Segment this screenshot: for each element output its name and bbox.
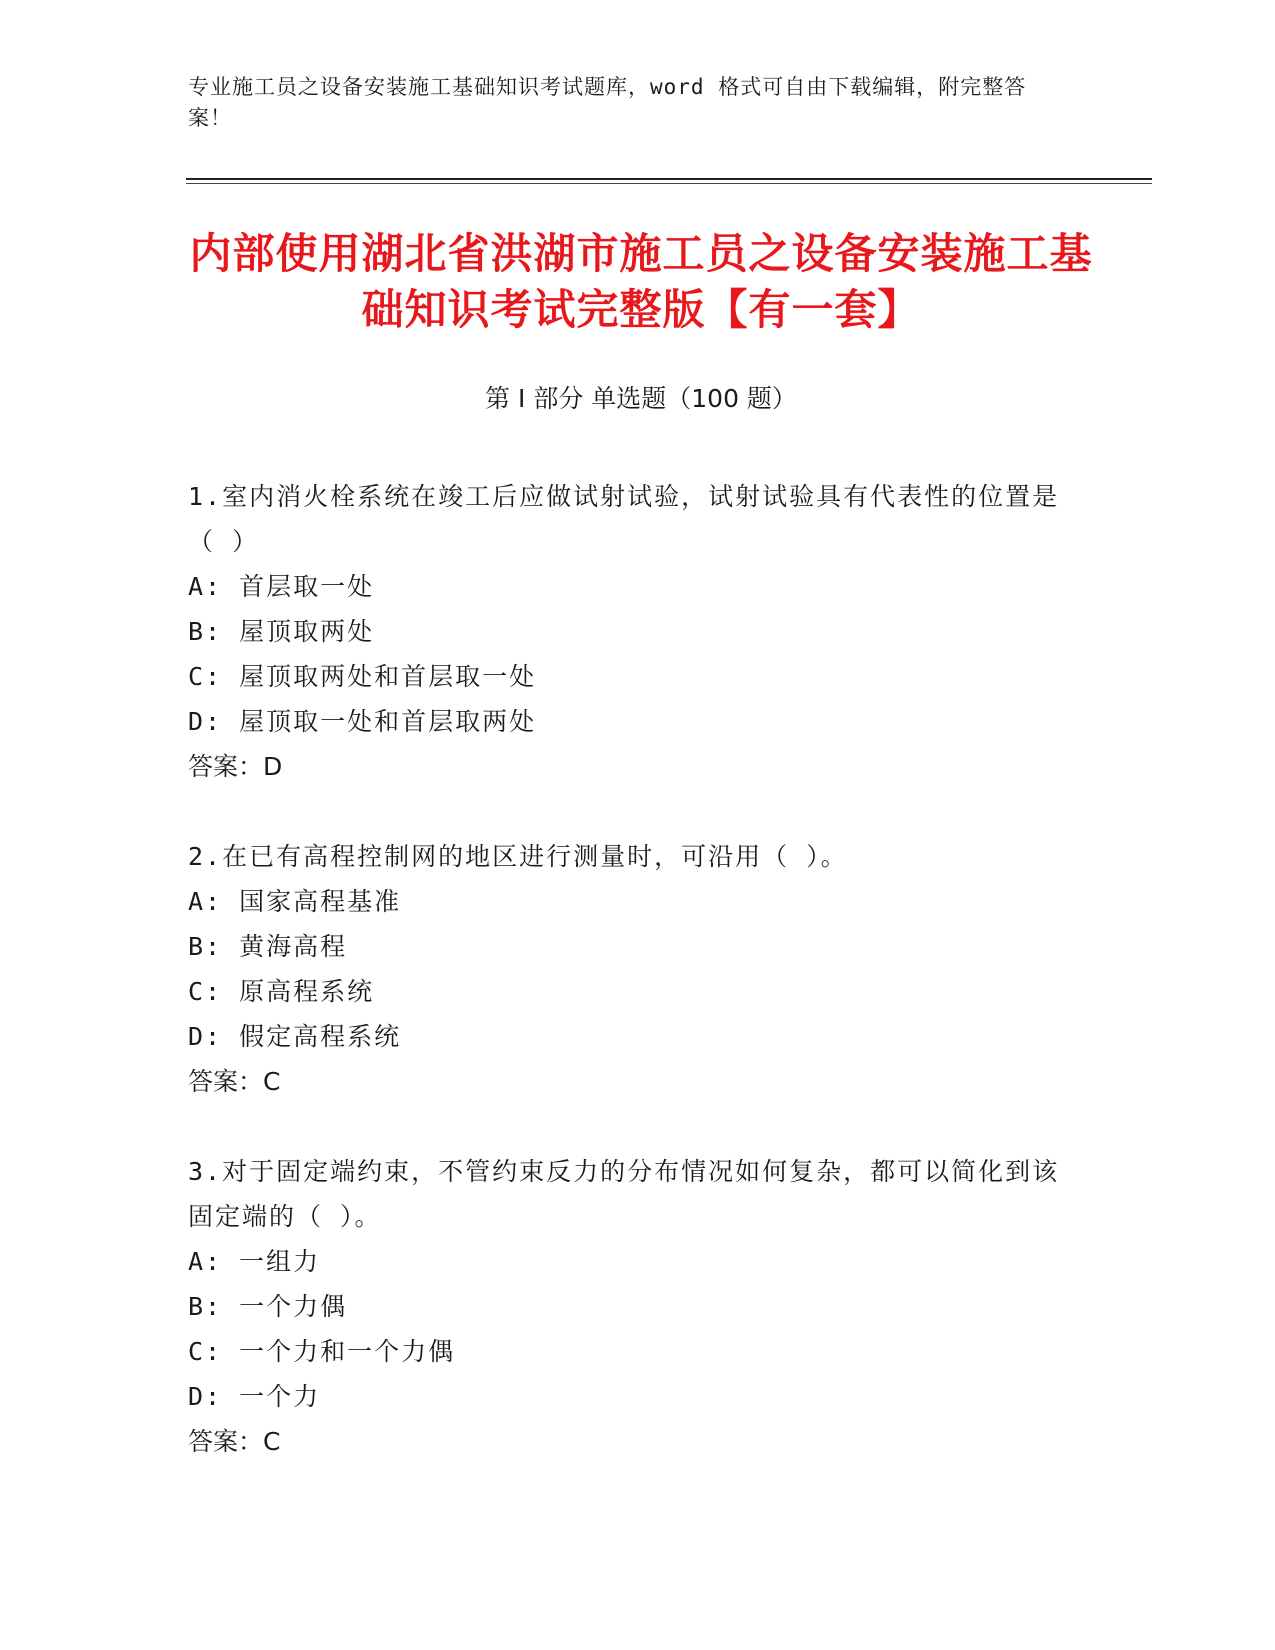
question-1 [188, 474, 1068, 789]
header-note: 专业施工员之设备安装施工基础知识考试题库，word 格式可自由下载编辑，附完整答案！ [188, 75, 1027, 130]
question-stem: 2.在已有高程控制网的地区进行测量时，可沿用（ ）。 [188, 842, 848, 871]
option-b: B: 屋顶取两处 [188, 617, 375, 646]
option-d: D: 一个力 [188, 1382, 321, 1411]
answer: 答案：C [188, 1067, 281, 1096]
header-divider-thick [186, 178, 1152, 180]
option-a: A: 国家高程基准 [188, 887, 402, 916]
option-a: A: 一组力 [188, 1247, 321, 1276]
section-heading: 第 I 部分 单选题（100 题） [485, 384, 797, 413]
document-title: 内部使用湖北省洪湖市施工员之设备安装施工基础知识考试完整版【有一套】 [189, 229, 1093, 334]
question-spacer [188, 1104, 1068, 1149]
option-c: C: 一个力和一个力偶 [188, 1337, 456, 1366]
option-c: C: 原高程系统 [188, 977, 375, 1006]
option-c: C: 屋顶取两处和首层取一处 [188, 662, 537, 691]
question-stem: 1.室内消火栓系统在竣工后应做试射试验，试射试验具有代表性的位置是（ ） [188, 482, 1060, 556]
option-d: D: 假定高程系统 [188, 1022, 402, 1051]
option-b: B: 黄海高程 [188, 932, 348, 961]
header-divider-thin [186, 183, 1152, 184]
option-a: A: 首层取一处 [188, 572, 375, 601]
question-stem: 3.对于固定端约束，不管约束反力的分布情况如何复杂，都可以简化到该固定端的（ ）。 [188, 1157, 1060, 1231]
answer: 答案：D [188, 752, 283, 781]
option-d: D: 屋顶取一处和首层取两处 [188, 707, 537, 736]
question-list [188, 474, 1068, 1464]
answer: 答案：C [188, 1427, 281, 1456]
question-spacer [188, 789, 1068, 834]
option-b: B: 一个力偶 [188, 1292, 348, 1321]
question-2 [188, 834, 1068, 1104]
question-3 [188, 1149, 1068, 1464]
